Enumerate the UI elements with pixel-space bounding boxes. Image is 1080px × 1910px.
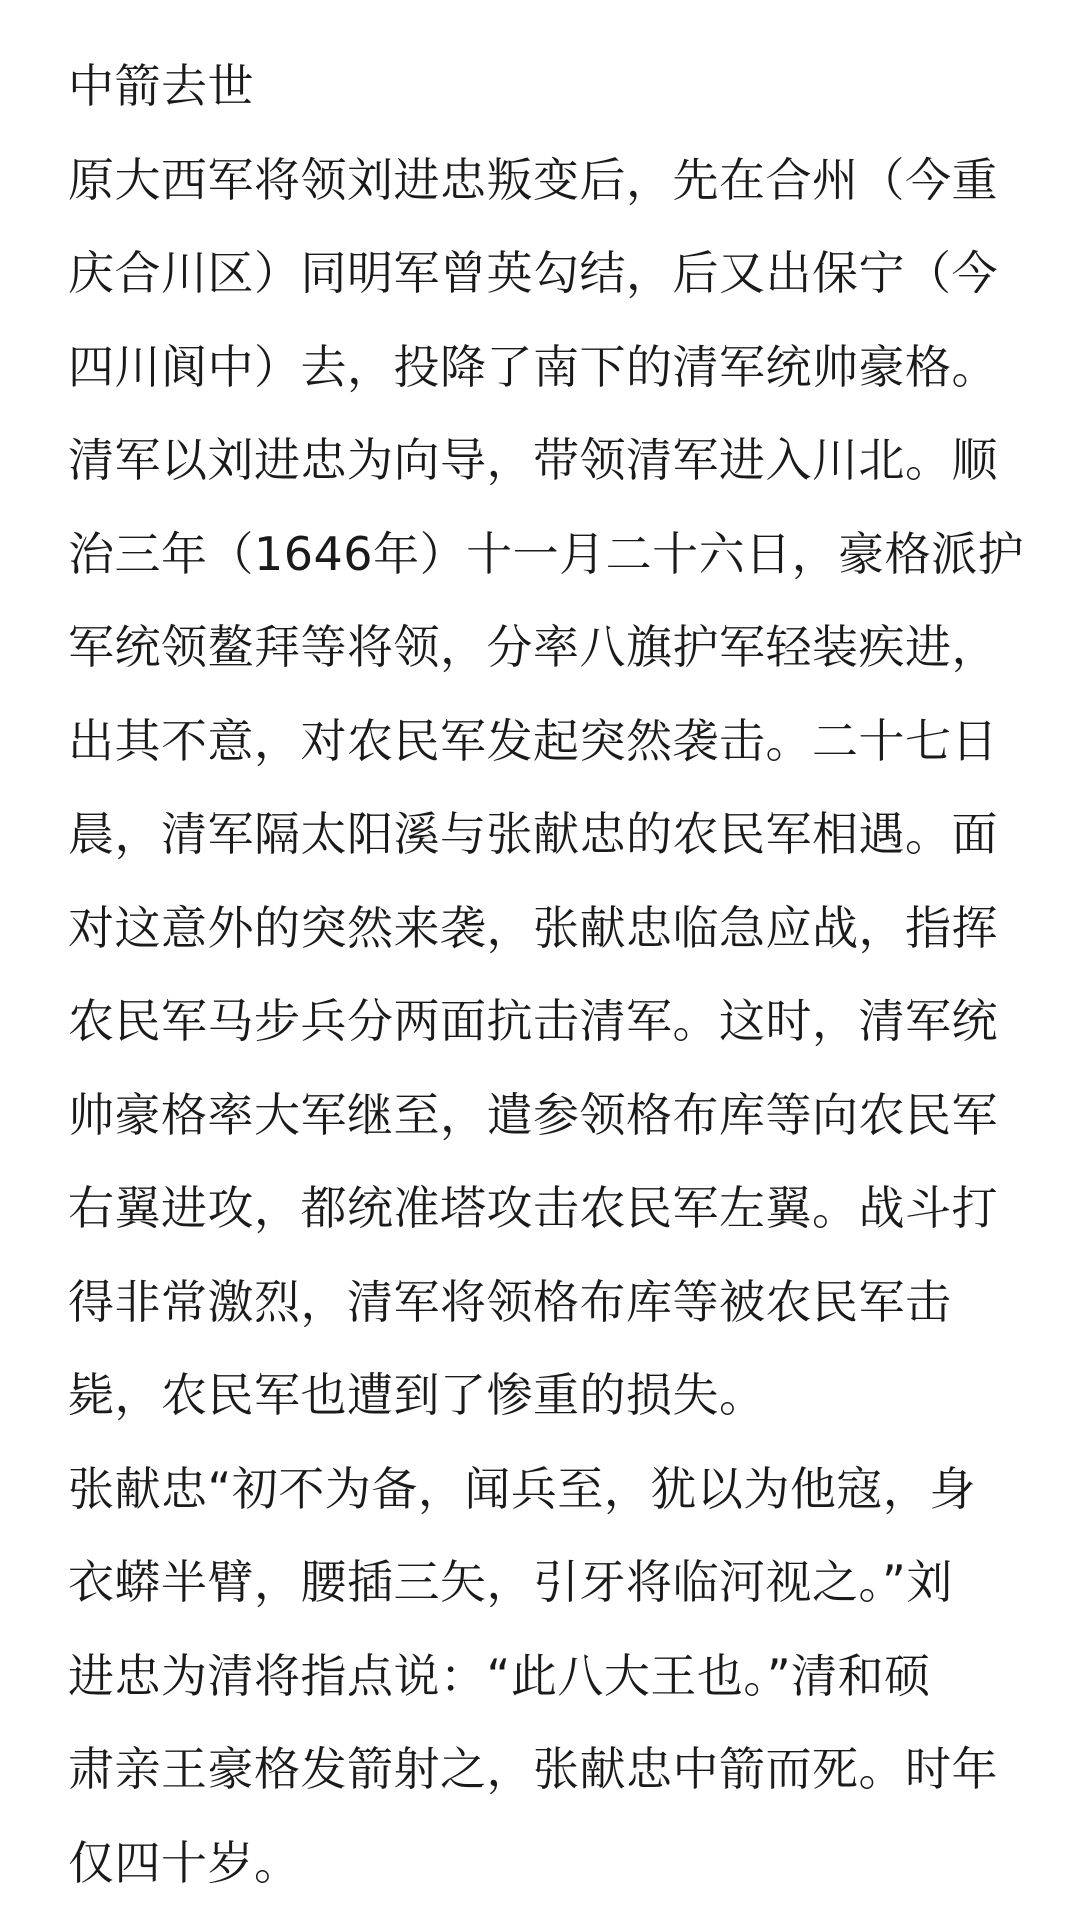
paragraph-line: 晨，清军隔太阳溪与张献忠的农民军相遇。面 bbox=[68, 788, 1050, 882]
paragraph-line: 四川阆中）去，投降了南下的清军统帅豪格。 bbox=[68, 321, 1050, 415]
paragraph-line: 对这意外的突然来袭，张献忠临急应战，指挥 bbox=[68, 882, 1050, 976]
paragraph-line: 肃亲王豪格发箭射之，张献忠中箭而死。时年 bbox=[68, 1723, 1050, 1817]
paragraph-line: 原大西军将领刘进忠叛变后，先在合州（今重 bbox=[68, 134, 1050, 228]
paragraph-1 bbox=[68, 134, 1050, 1443]
paragraph-line: 清军以刘进忠为向导，带领清军进入川北。顺 bbox=[68, 414, 1050, 508]
paragraph-line: 仅四十岁。 bbox=[68, 1817, 1050, 1910]
paragraph-line: 毙，农民军也遭到了惨重的损失。 bbox=[68, 1349, 1050, 1443]
paragraph-line: 出其不意，对农民军发起突然袭击。二十七日 bbox=[68, 695, 1050, 789]
section-heading: 中箭去世 bbox=[68, 40, 1050, 134]
paragraph-line: 得非常激烈，清军将领格布库等被农民军击 bbox=[68, 1256, 1050, 1350]
paragraph-line: 军统领鳌拜等将领，分率八旗护军轻装疾进， bbox=[68, 601, 1050, 695]
paragraph-line: 右翼进攻，都统准塔攻击农民军左翼。战斗打 bbox=[68, 1162, 1050, 1256]
paragraph-line: 帅豪格率大军继至，遣参领格布库等向农民军 bbox=[68, 1069, 1050, 1163]
paragraph-line: 进忠为清将指点说：“此八大王也。”清和硕 bbox=[68, 1630, 1050, 1724]
paragraph-line: 农民军马步兵分两面抗击清军。这时，清军统 bbox=[68, 975, 1050, 1069]
paragraph-line: 庆合川区）同明军曾英勾结，后又出保宁（今 bbox=[68, 227, 1050, 321]
paragraph-2 bbox=[68, 1443, 1050, 1910]
paragraph-line: 张献忠“初不为备，闻兵至，犹以为他寇，身 bbox=[68, 1443, 1050, 1537]
paragraph-line: 治三年（1646年）十一月二十六日，豪格派护 bbox=[68, 508, 1050, 602]
paragraph-line: 衣蟒半臂，腰插三矢，引牙将临河视之。”刘 bbox=[68, 1536, 1050, 1630]
